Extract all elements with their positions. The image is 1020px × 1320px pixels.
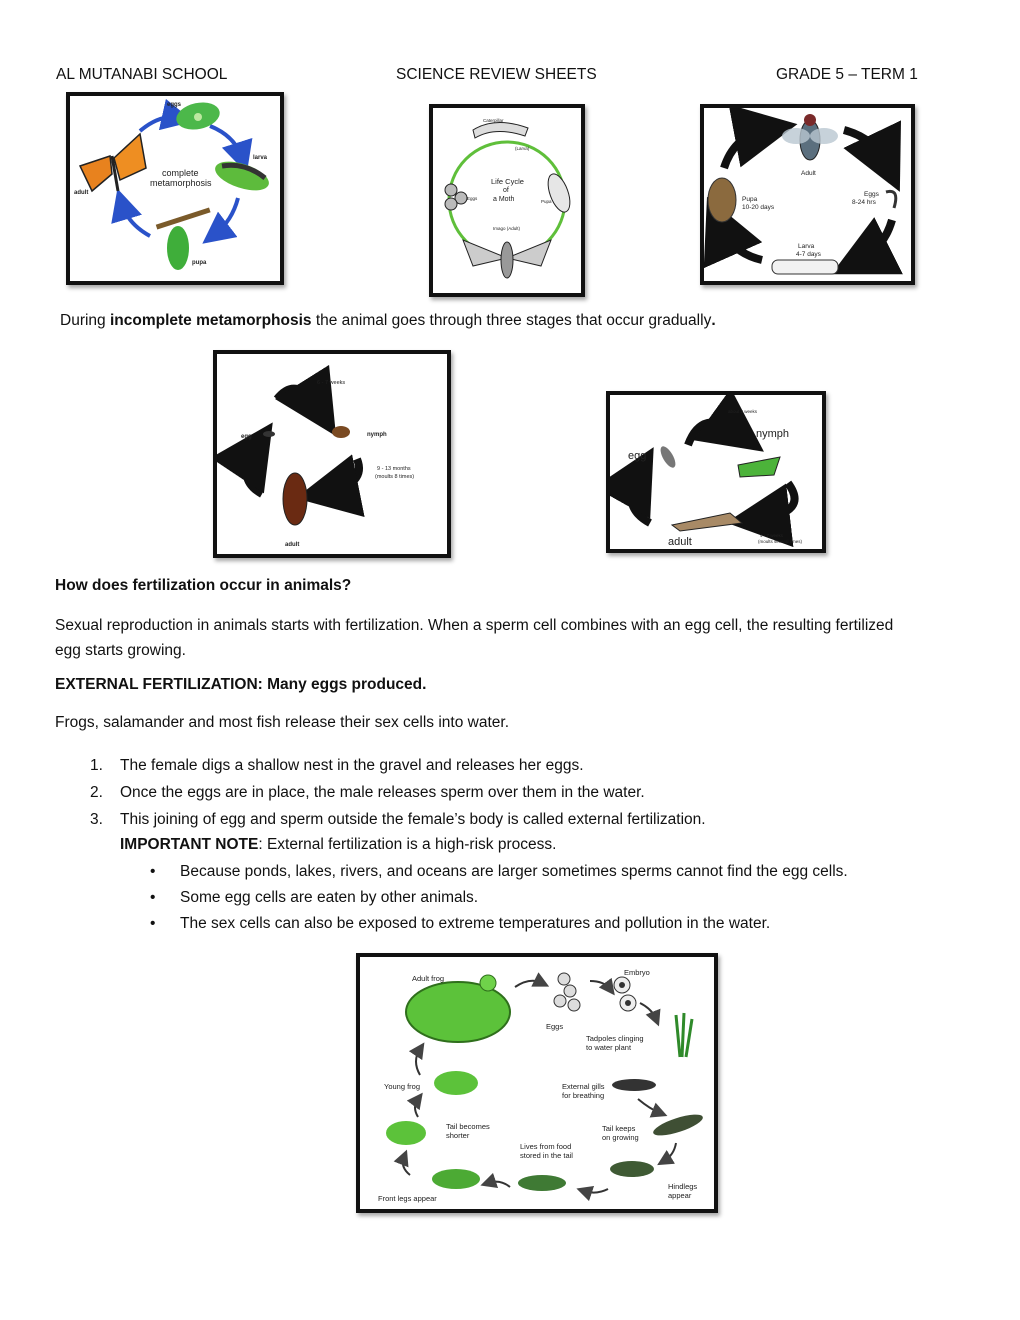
fly-label-larva-time: 4-7 days [796, 251, 821, 258]
important-note [120, 833, 942, 857]
incomplete-metamorphosis-text [60, 312, 716, 330]
grasshopper-label-egg: egg [628, 450, 647, 462]
grasshopper-lifecycle-image [606, 391, 826, 553]
cockroach-label-months: 9 - 13 months [377, 466, 411, 472]
frog-label-tail-keeps-2: on growing [602, 1133, 639, 1142]
incomplete-pre: During [60, 312, 110, 329]
fly-label-adult: Adult [801, 170, 816, 177]
frog-label-gills-2: for breathing [562, 1091, 605, 1100]
step-number: 3. [90, 811, 103, 828]
frog-label-eggs: Eggs [546, 1022, 564, 1031]
document-title: SCIENCE REVIEW SHEETS [396, 66, 597, 83]
moth-label-pupa: Pupa [541, 199, 552, 204]
frog-label-tail-keeps-1: Tail keeps [602, 1124, 636, 1133]
list-item: • The sex cells can also be exposed to extreme temperatures and pollution in the water. [120, 911, 942, 937]
step-text: The female digs a shallow nest in the gravel and releases her eggs. [120, 757, 584, 774]
grasshopper-label-top: about 2 weeks [728, 409, 758, 414]
cockroach-label-egg: egg [241, 434, 252, 440]
incomplete-post: the animal goes through three stages that occur gradually [311, 312, 712, 329]
frog-label-hindlegs-1: Hindlegs [668, 1182, 698, 1191]
frog-label-hindlegs-2: appear [668, 1191, 692, 1200]
cockroach-lifecycle-image [213, 350, 451, 558]
incomplete-end: . [711, 312, 716, 329]
step-number: 1. [90, 757, 103, 774]
moth-label-caterpillar: Caterpillar [483, 118, 504, 123]
butterfly-label-eggs: eggs [167, 102, 182, 108]
step-number: 2. [90, 784, 103, 801]
butterfly-label-larva: larva [253, 155, 268, 161]
moth-title-2: of [503, 187, 509, 194]
moth-label-eggs: Eggs [467, 196, 478, 201]
list-item: • Because ponds, lakes, rivers, and oceans are larger sometimes sperms cannot find the egg cells. [120, 859, 942, 885]
grasshopper-label-nymph: nymph [756, 428, 790, 440]
frog-label-tadpoles-2: to water plant [586, 1043, 632, 1052]
grasshopper-label-bottom-2: (moults several times) [758, 539, 803, 544]
butterfly-label-adult: adult [74, 190, 89, 196]
fly-label-eggs: Eggs [864, 191, 879, 198]
butterfly-center-1: complete [162, 168, 199, 178]
list-item [82, 806, 942, 937]
fly-lifecycle-image [700, 104, 915, 285]
butterfly-label-pupa: pupa [192, 260, 207, 266]
steps-list [82, 752, 942, 937]
cockroach-label-nymph: nymph [367, 432, 387, 438]
external-fertilization-heading: EXTERNAL FERTILIZATION: Many eggs produced. [55, 676, 427, 693]
frog-label-gills-1: External gills [562, 1082, 605, 1091]
frog-label-lives-1: Lives from food [520, 1142, 572, 1151]
butterfly-lifecycle-image [66, 92, 284, 285]
moth-title-3: a Moth [493, 196, 515, 203]
step-text: This joining of egg and sperm outside the female’s body is called external fertilization. [120, 811, 706, 828]
fly-label-larva: Larva [798, 243, 815, 250]
frog-label-lives-2: stored in the tail [520, 1151, 573, 1160]
cockroach-label-moults: (moults 8 times) [375, 474, 415, 480]
cockroach-label-weeks: 6 - 7 weeks [317, 380, 346, 386]
frog-label-adult-frog: Adult frog [412, 974, 445, 983]
frog-label-tail-shorter-1: Tail becomes [446, 1122, 490, 1131]
fly-label-eggs-time: 8-24 hrs [852, 199, 876, 206]
list-item [82, 752, 942, 779]
fly-label-pupa-time: 10-20 days [742, 204, 775, 211]
important-note-text: : External fertilization is a high-risk process. [258, 836, 557, 853]
grasshopper-label-bottom-1: 4 - 7 weeks [760, 533, 784, 538]
moth-label-imago: Imago (Adult) [493, 226, 521, 231]
moth-label-larva: (Larva) [515, 146, 530, 151]
frog-label-embryo: Embryo [624, 968, 650, 977]
fertilization-question: How does fertilization occur in animals? [55, 577, 352, 594]
fertilization-paragraph: Sexual reproduction in animals starts with fertilization. When a sperm cell combines with an egg cell, the resulting fertilized egg starts growing. [55, 617, 894, 659]
incomplete-bold: incomplete metamorphosis [109, 312, 312, 329]
frog-label-front-legs: Front legs appear [378, 1194, 437, 1203]
list-item [82, 779, 942, 806]
frog-label-tadpoles-1: Tadpoles clinging [586, 1034, 644, 1043]
step-text: Once the eggs are in place, the male releases sperm over them in the water. [120, 784, 645, 801]
important-note-label: IMPORTANT NOTE [120, 836, 259, 853]
release-text: Frogs, salamander and most fish release their sex cells into water. [55, 714, 510, 731]
risk-bullets [120, 859, 942, 937]
frog-label-young-frog: Young frog [384, 1082, 421, 1091]
school-name: AL MUTANABI SCHOOL [56, 66, 228, 83]
grade-term: GRADE 5 – TERM 1 [776, 66, 918, 83]
list-item: • Some egg cells are eaten by other animals. [120, 885, 942, 911]
cockroach-label-adult: adult [285, 542, 300, 548]
grasshopper-label-adult: adult [668, 536, 692, 548]
moth-lifecycle-image [429, 104, 585, 297]
moth-title-1: Life Cycle [491, 177, 524, 186]
butterfly-center-2: metamorphosis [150, 178, 212, 188]
fly-label-pupa: Pupa [742, 196, 758, 203]
frog-lifecycle-image [356, 953, 718, 1213]
frog-label-tail-shorter-2: shorter [446, 1131, 470, 1140]
